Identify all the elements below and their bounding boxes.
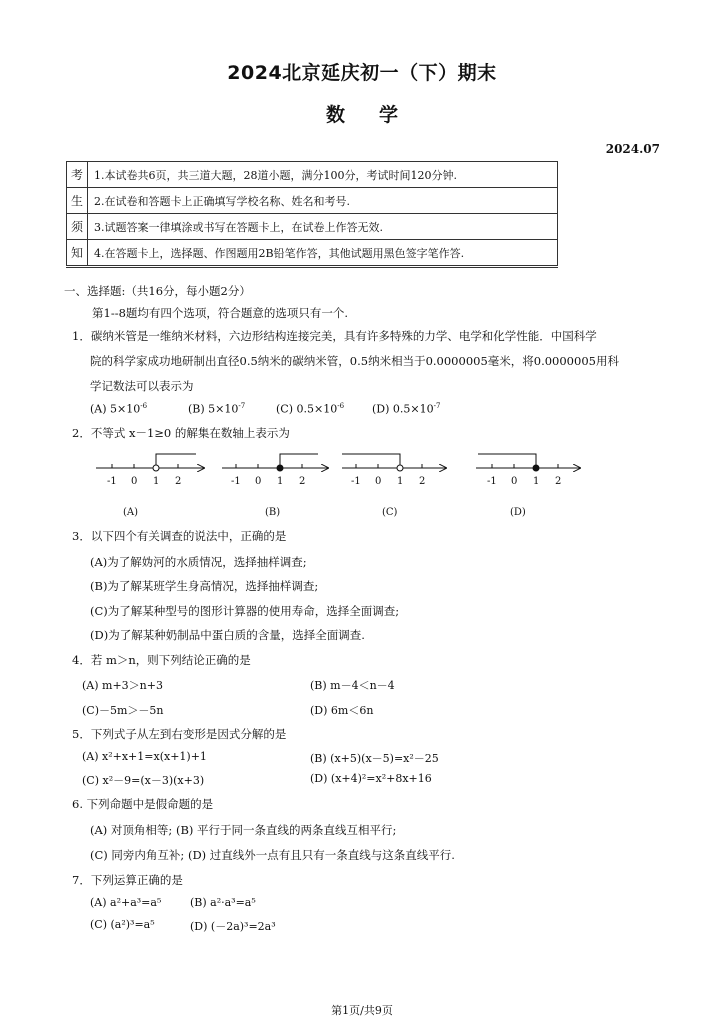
- q1-option-d: (D) $0.5\times 10^{-7}$: [372, 402, 441, 416]
- exam-date: 2024.07: [605, 142, 660, 156]
- q1-option-a: (A) $5\times 10^{-6}$: [90, 402, 148, 416]
- q4-option-a: (A) m+3＞n+3: [82, 679, 163, 692]
- paper-title: 2024北京延庆初一（下）期末: [227, 62, 497, 84]
- q3-stem: 3．以下四个有关调查的说法中，正确的是: [72, 529, 287, 543]
- section-heading: 一、选择题:（共16分，每小题2分）: [64, 284, 251, 298]
- tick-label: 1: [277, 476, 284, 487]
- tick-label: 1: [397, 476, 404, 487]
- page-footer: 第1页/共9页: [331, 1004, 393, 1017]
- notice-item: 2.在试卷和答题卡上正确填写学校名称、姓名和考号.: [88, 188, 558, 214]
- q3-option-b: (B)为了解某班学生身高情况，选择抽样调查;: [90, 579, 319, 593]
- subject-title: 数学: [325, 104, 432, 126]
- q7-stem: 7．下列运算正确的是: [72, 873, 183, 887]
- q3-option-d: (D)为了解某种奶制品中蛋白质的含量，选择全面调查.: [90, 628, 365, 642]
- q5-option-a: (A) x²+x+1=x(x+1)+1: [82, 750, 207, 763]
- tick-label: 0: [511, 476, 518, 487]
- q7-option-d: (D) (－2a)³=2a³: [190, 920, 276, 933]
- option-label: (B): [265, 507, 281, 518]
- q4-option-c: (C)－5m＞－5n: [82, 704, 164, 717]
- number-line-c: [342, 454, 446, 518]
- notice-side-char: 考: [67, 162, 88, 188]
- notice-side-char: 知: [67, 240, 88, 267]
- tick-label: 2: [555, 476, 562, 487]
- notice-item: 3.试题答案一律填涂或书写在答题卡上，在试卷上作答无效.: [88, 214, 558, 240]
- notice-table: [66, 161, 558, 268]
- tick-label: 2: [419, 476, 426, 487]
- option-label: (A): [123, 507, 139, 518]
- tick-label: 2: [299, 476, 306, 487]
- option-label: (C): [382, 507, 398, 518]
- q6-options-row: (A) 对顶角相等; (B) 平行于同一条直线的两条直线互相平行;: [90, 823, 397, 837]
- tick-label: 0: [375, 476, 382, 487]
- q6-stem: 6. 下列命题中是假命题的是: [72, 797, 214, 811]
- q6-options-row: (C) 同旁内角互补; (D) 过直线外一点有且只有一条直线与这条直线平行.: [90, 848, 455, 862]
- q7-option-c: (C) (a²)³=a⁵: [90, 918, 155, 931]
- q5-option-c: (C) x²－9=(x－3)(x+3): [82, 774, 205, 787]
- q1-option-b: (B) $5\times 10^{-7}$: [188, 402, 246, 416]
- tick-label: -1: [351, 476, 361, 487]
- notice-side-char: 须: [67, 214, 88, 240]
- tick-label: 0: [131, 476, 138, 487]
- q4-option-d: (D) 6m＜6n: [310, 704, 374, 717]
- notice-item: 4.在答题卡上，选择题、作图题用2B铅笔作答，其他试题用黑色签字笔作答.: [88, 240, 558, 267]
- tick-label: 1: [533, 476, 540, 487]
- tick-label: 0: [255, 476, 262, 487]
- q5-option-d: (D) (x+4)²=x²+8x+16: [310, 772, 432, 785]
- q1-line: 学记数法可以表示为: [90, 379, 194, 393]
- tick-label: -1: [107, 476, 117, 487]
- section-instruction: 第1--8题均有四个选项，符合题意的选项只有一个.: [92, 306, 349, 320]
- tick-label: 2: [175, 476, 182, 487]
- tick-label: -1: [231, 476, 241, 487]
- q5-stem: 5．下列式子从左到右变形是因式分解的是: [72, 727, 287, 741]
- q3-option-c: (C)为了解某种型号的图形计算器的使用寿命，选择全面调查;: [90, 604, 400, 618]
- notice-item: 1.本试卷共6页，共三道大题，28道小题，满分100分，考试时间120分钟.: [88, 162, 558, 188]
- q7-option-a: (A) a²+a³=a⁵: [90, 896, 162, 909]
- q1-line: 1．碳纳米管是一维纳米材料，六边形结构连接完美，具有许多特殊的力学、电学和化学性能．中国科学: [72, 329, 597, 343]
- q4-stem: 4．若 m＞n，则下列结论正确的是: [72, 653, 251, 667]
- q1-line: 院的科学家成功地研制出直径0.5纳米的碳纳米管，0.5纳米相当于0.0000005毫米，将0.0000005用科: [90, 354, 619, 368]
- q7-option-b: (B) a²·a³=a⁵: [190, 896, 256, 909]
- notice-side-char: 生: [67, 188, 88, 214]
- q5-option-b: (B) (x+5)(x－5)=x²－25: [310, 752, 439, 765]
- q1-option-c: (C) $0.5\times 10^{-6}$: [276, 402, 345, 416]
- q3-option-a: (A)为了解妫河的水质情况，选择抽样调查;: [90, 555, 307, 569]
- q2-stem: 2．不等式 x－1≥0 的解集在数轴上表示为: [72, 426, 290, 440]
- tick-label: 1: [153, 476, 160, 487]
- tick-label: -1: [487, 476, 497, 487]
- q4-option-b: (B) m－4＜n－4: [310, 679, 395, 692]
- number-line-d: [476, 454, 580, 518]
- option-label: (D): [510, 507, 526, 518]
- q2-number-lines: [0, 448, 724, 523]
- number-line-a: [96, 454, 204, 518]
- number-line-b: [222, 454, 328, 518]
